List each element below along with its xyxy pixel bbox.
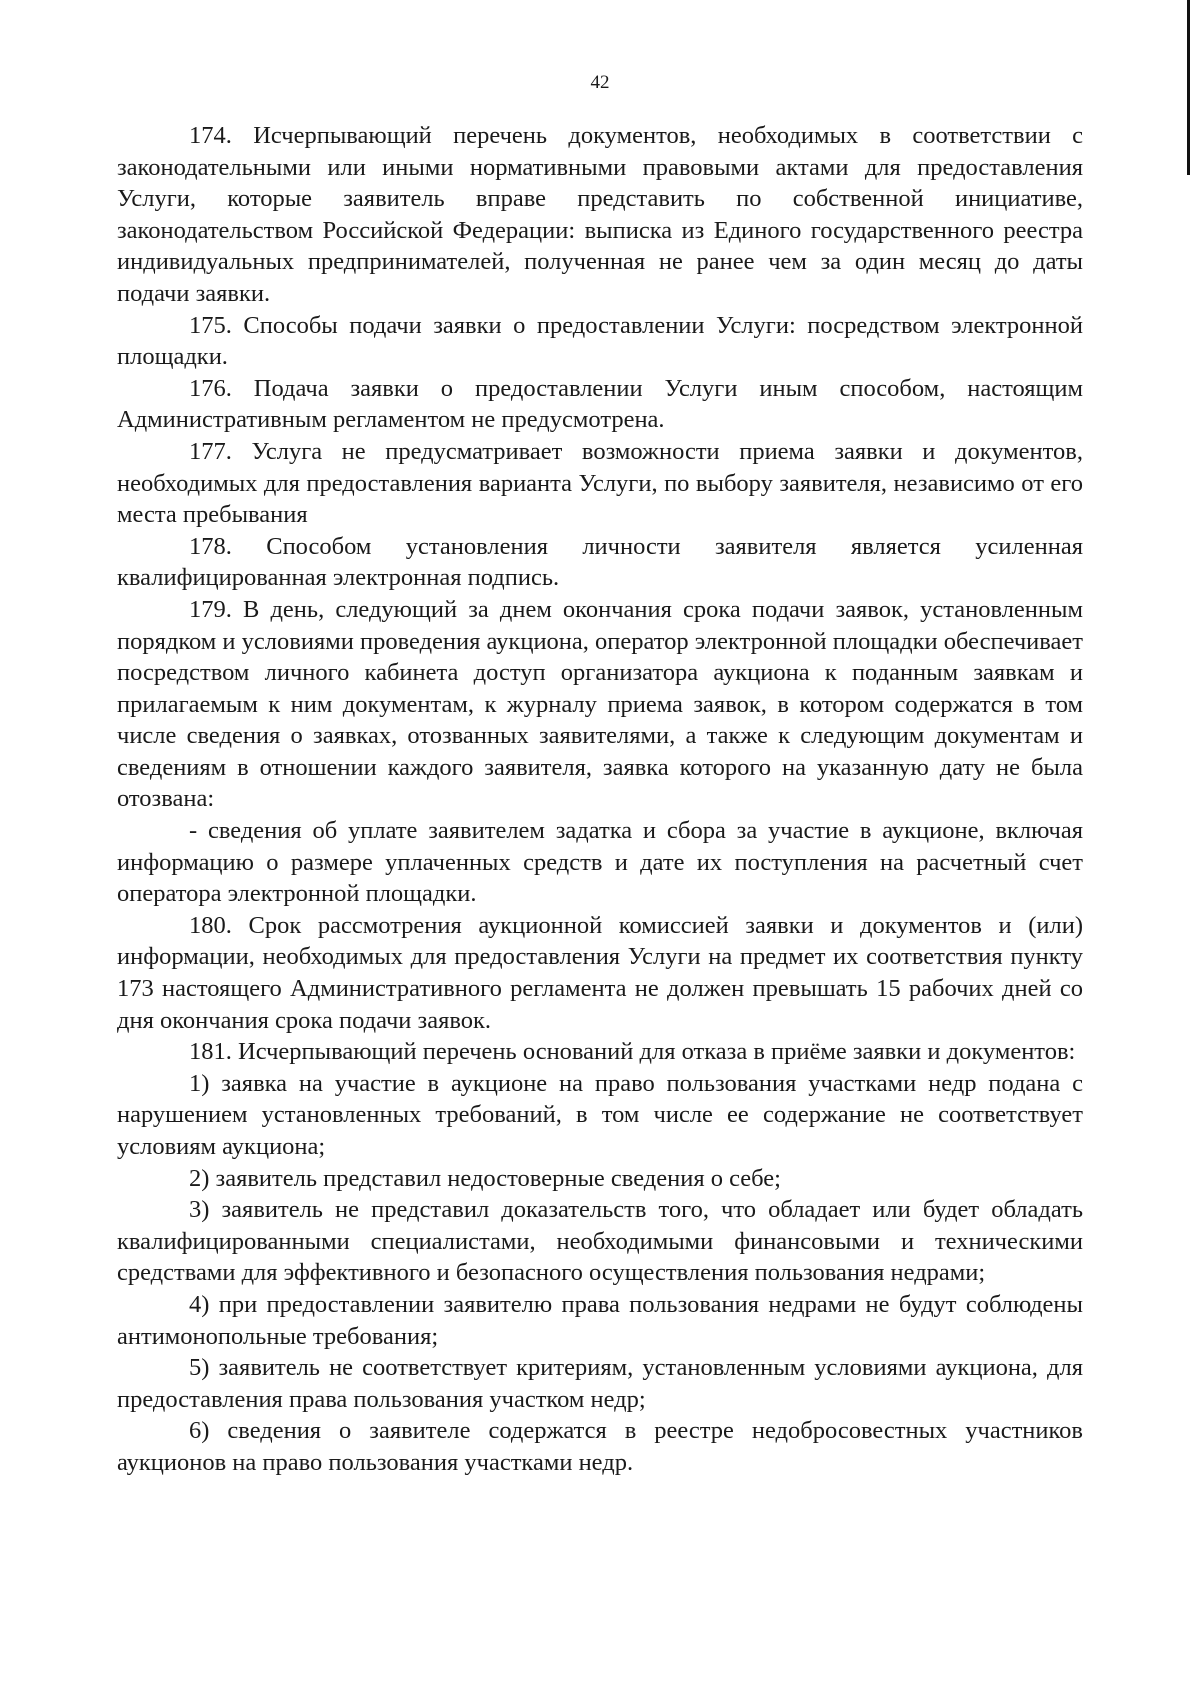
page-number: 42: [590, 72, 610, 93]
paragraph-176: 176. Подача заявки о предоставлении Услуги иным способом, настоящим Административным регламентом не предусмотрена.: [117, 374, 1083, 434]
paragraph-181: 181. Исчерпывающий перечень оснований для отказа в приёме заявки и документов:: [189, 1038, 1076, 1066]
list-item-2: 2) заявитель представил недостоверные сведения о себе;: [189, 1164, 781, 1192]
paragraph-180: 180. Срок рассмотрения аукционной комиссией заявки и документов и (или) информации, необходимых для предоставления Услуги на предмет их соответствия пункту 173 настоящего Административного регламента не должен превышать 15 рабочих дней со дня окончания срока подачи заявок.: [117, 911, 1083, 1034]
paragraph-174: 174. Исчерпывающий перечень документов, необходимых в соответствии с законодательными или иными нормативными правовыми актами для предоставления Услуги, которые заявитель вправе представить по собственной инициативе, законодательством Российской Федерации: выписка из Единого государственного реестра индивидуальных предпринимателей, полученная не ранее чем за один месяц до даты подачи заявки.: [117, 122, 1083, 307]
list-item-3: 3) заявитель не представил доказательств того, что обладает или будет обладать квалифицированными специалистами, необходимыми финансовыми и техническими средствами для эффективного и безопасного осуществления пользования недрами;: [117, 1196, 1083, 1287]
paragraph-178: 178. Способом установления личности заявителя является усиленная квалифицированная электронная подпись.: [117, 532, 1083, 592]
list-item-5: 5) заявитель не соответствует критериям, установленным условиями аукциона, для предоставления права пользования участком недр;: [117, 1354, 1083, 1413]
document-body: [117, 120, 1083, 1479]
list-item-1: 1) заявка на участие в аукционе на право пользования участками недр подана с нарушением установленных требований, в том числе ее содержание не соответствует условиям аукциона;: [117, 1069, 1083, 1160]
paragraph-177: 177. Услуга не предусматривает возможности приема заявки и документов, необходимых для предоставления варианта Услуги, по выбору заявителя, независимо от его места пребывания: [117, 437, 1083, 529]
list-item-4: 4) при предоставлении заявителю права пользования недрами не будут соблюдены антимонопольные требования;: [117, 1290, 1083, 1350]
paragraph-175: 175. Способы подачи заявки о предоставлении Услуги: посредством электронной площадки.: [117, 311, 1083, 371]
paragraph-179-item: - сведения об уплате заявителем задатка и сбора за участие в аукционе, включая информацию о размере уплаченных средств и дате их поступления на расчетный счет оператора электронной площадки.: [117, 817, 1083, 908]
paragraph-179: 179. В день, следующий за днем окончания срока подачи заявок, установленным порядком и условиями проведения аукциона, оператор электронной площадки обеспечивает посредством личного кабинета доступ организатора аукциона к поданным заявкам и прилагаемым к ним документам, к журналу приема заявок, в котором содержатся в том числе сведения о заявках, отозванных заявителями, а также к следующим документам и сведениям в отношении каждого заявителя, заявка которого на указанную дату не была отозвана:: [117, 595, 1083, 813]
list-item-6: 6) сведения о заявителе содержатся в реестре недобросовестных участников аукционов на право пользования участками недр.: [117, 1417, 1083, 1476]
